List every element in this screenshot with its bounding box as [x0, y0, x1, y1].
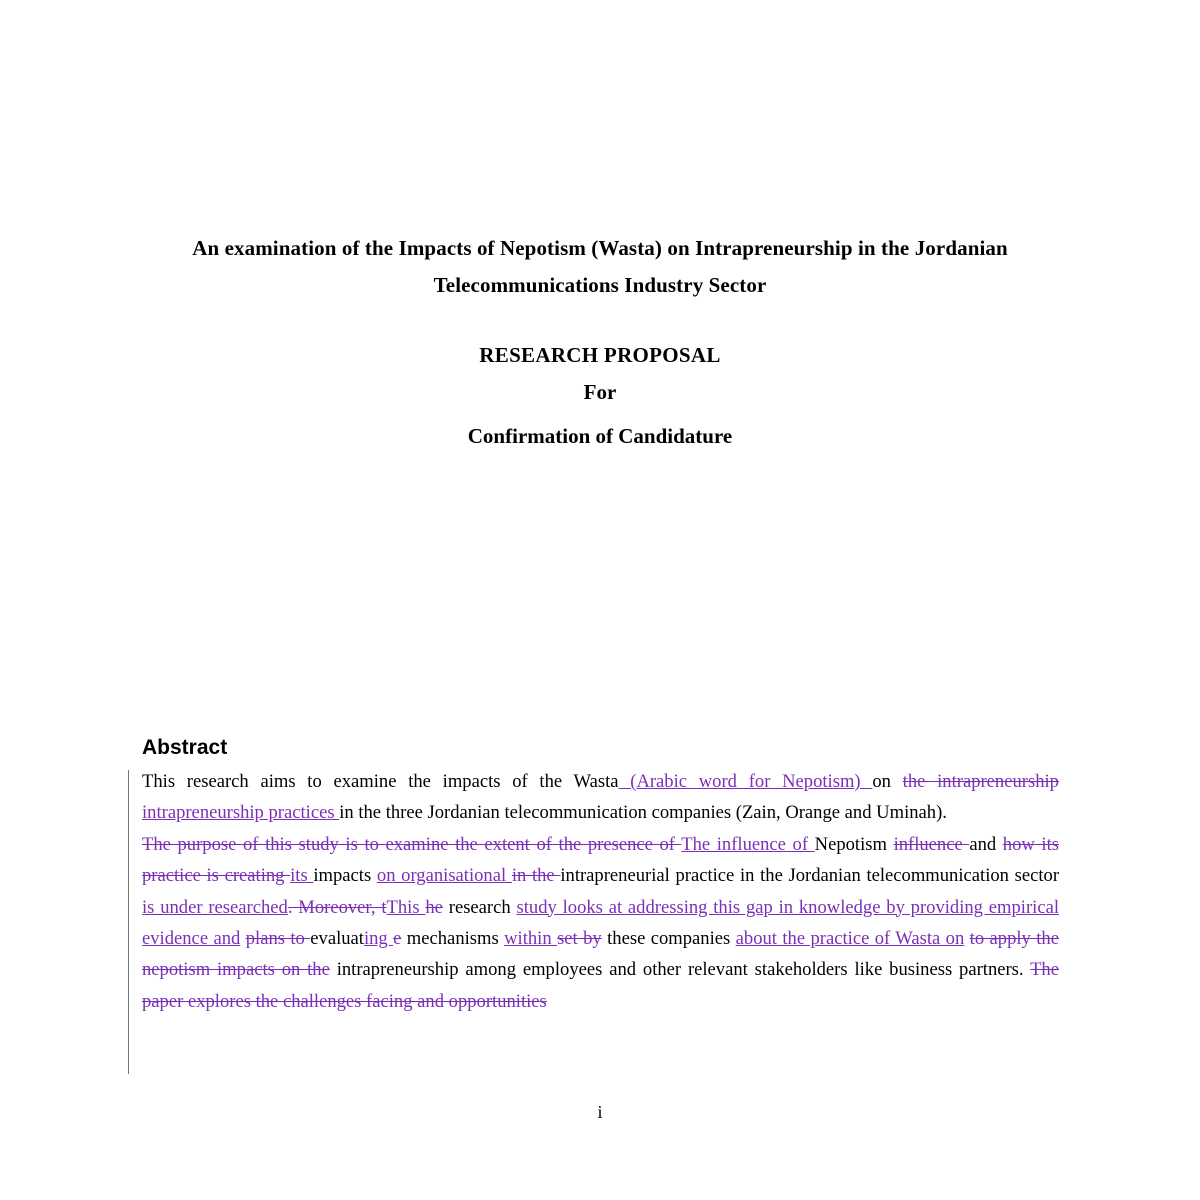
body-text-run: research	[442, 896, 517, 918]
abstract-paragraph-1[interactable]	[142, 766, 1059, 829]
body-text-run: Nepotism	[814, 833, 894, 855]
deleted-text: influence	[893, 833, 970, 855]
deleted-text: . Moreover, t	[287, 896, 387, 918]
deleted-text: The purpose of this study is to examine the extent of the presence of	[142, 833, 682, 855]
inserted-text: about the practice of Wasta on	[735, 928, 965, 950]
proposal-heading: RESEARCH PROPOSAL	[479, 343, 721, 367]
deleted-text: The paper explores the challenges facing and opportunities	[142, 959, 1059, 1012]
deleted-text: e	[393, 928, 402, 950]
body-text-run: these companies	[601, 928, 736, 950]
deleted-text: to apply the nepotism impacts on the	[142, 928, 1059, 981]
inserted-text: intrapreneurship practices	[142, 802, 340, 824]
inserted-text: is under researched	[142, 896, 288, 918]
document-title: An examination of the Impacts of Nepotism (Wasta) on Intrapreneurship in the Jordanian Telecommunications Industry Sector	[192, 236, 1008, 297]
inserted-text: within	[504, 928, 558, 950]
deleted-text: how its practice is creating	[142, 833, 1059, 887]
inserted-text: on organisational	[376, 865, 512, 887]
inserted-text: The influence of	[681, 833, 815, 855]
body-text-run: in the three Jordanian telecommunication companies (Zain, Orange and Uminah).	[339, 802, 947, 824]
inserted-text: This	[386, 896, 426, 918]
inserted-text: study looks at addressing this gap in knowledge by providing empirical evidence and	[142, 896, 1059, 950]
abstract-body[interactable]	[142, 766, 1059, 1017]
body-text-run: on	[872, 771, 903, 792]
deleted-text: set by	[557, 928, 602, 950]
inserted-text: ing	[363, 928, 394, 950]
body-text-run: This research aims to examine the impacts of the Wasta	[142, 771, 619, 792]
body-text-run: mechanisms	[401, 928, 505, 950]
deleted-text: plans to	[245, 928, 311, 950]
body-text-run: intrapreneurship among employees and other relevant stakeholders like business partners.	[329, 959, 1031, 981]
deleted-text: in the	[511, 865, 561, 887]
abstract-paragraph-2[interactable]	[142, 829, 1059, 1017]
page-number: i	[597, 1102, 603, 1122]
inserted-text: (Arabic word for Nepotism)	[618, 771, 873, 792]
body-text-run: intrapreneurial practice in the Jordanian telecommunication sector	[560, 865, 1060, 887]
abstract-heading: Abstract	[142, 736, 228, 759]
body-text-run: evaluat	[310, 928, 364, 950]
body-text-run: and	[969, 833, 1003, 855]
for-label: For	[583, 380, 617, 404]
deleted-text: he	[425, 896, 443, 918]
purpose-label: Confirmation of Candidature	[467, 424, 733, 448]
inserted-text: its	[290, 865, 314, 887]
deleted-text: the intrapreneurship	[902, 771, 1059, 792]
change-bar	[128, 770, 129, 1074]
body-text-run: impacts	[313, 865, 377, 887]
